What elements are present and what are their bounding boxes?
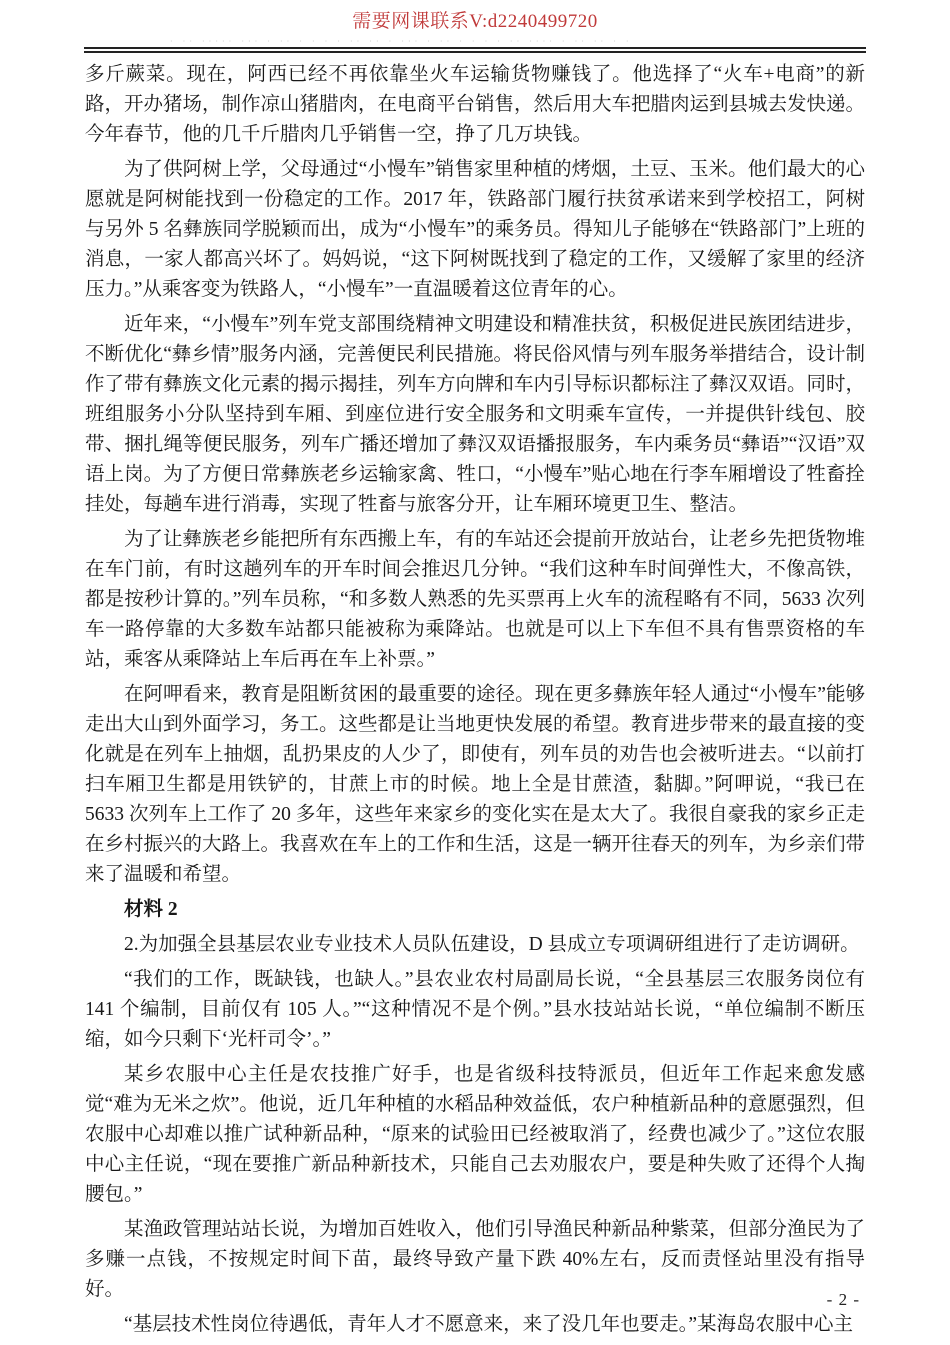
document-body [85, 60, 865, 1345]
page-number: - 2 - [826, 1290, 860, 1309]
paragraph-train-party-branch: 近年来，“小慢车”列车党支部围绕精神文明建设和精准扶贫，积极促进民族团结进步，不断优化“彝乡情”服务内涵，完善便民利民措施。将民俗风情与列车服务举措结合，设计制作了带有彝族文化元素的揭示揭挂，列车方向牌和车内引导标识都标注了彝汉双语。同时，班组服务小分队坚持到车厢、到座位进行安全服务和文明乘车宣传，一并提供针线包、胶带、捆扎绳等便民服务，列车广播还增加了彝汉双语播报服务，车内乘务员“彝语”“汉语”双语上岗。为了方便日常彝族老乡运输家禽、牲口，“小慢车”贴心地在行李车厢增设了牲畜拴挂处，每趟车进行消毒，实现了牲畜与旅客分开，让车厢环境更卫生、整洁。 [85, 314, 866, 515]
paragraph-station-platform: 为了让彝族老乡能把所有东西搬上车，有的车站还会提前开放站台，让老乡先把货物堆在车门前，有时这趟列车的开车时间会推迟几分钟。“我们这种车时间弹性大，不像高铁，都是按秒计算的。”列车员称，“和多数人熟悉的先买票再上火车的流程略有不同，5633 次列车一路停靠的大多数车站都只能被称为乘降站。也就是可以上下车但不具有售票资格的车站，乘客从乘降站上车后再在车上补票。” [85, 529, 866, 670]
paragraph-fishery-station: 某渔政管理站站长说，为增加百姓收入，他们引导渔民种新品种紫菜，但部分渔民为了多赚一点钱，不按规定时间下苗，最终导致产量下跌 40%左右，反而责怪站里没有指导好。 [85, 1219, 866, 1300]
paragraph-agya-education: 在阿呷看来，教育是阻断贫困的最重要的途径。现在更多彝族年轻人通过“小慢车”能够走出大山到外面学习，务工。这些都是让当地更快发展的希望。教育进步带来的最直接的变化就是在列车上抽烟，乱扔果皮的人少了，即使有，列车员的劝告也会被听进去。“以前打扫车厢卫生都是用铁铲的，甘蔗上市的时候。地上全是甘蔗渣，黏脚。”阿呷说，“我已在 5633 次列车上工作了 20 多年，这些年来家乡的变化实在是太大了。我很自豪我的家乡正走在乡村振兴的大路上。我喜欢在车上的工作和生活，这是一辆开往春天的列车，为乡亲们带来了温暖和希望。 [85, 684, 866, 885]
paragraph-island-center: “基层技术性岗位待遇低，青年人才不愿意来，来了没几年也要走。”某海岛农服中心主 [124, 1314, 854, 1335]
paragraph-bureau-quote: “我们的工作，既缺钱，也缺人。”县农业农村局副局长说，“全县基层三农服务岗位有 141 个编制，目前仅有 105 人。”“这种情况不是个例。”县水技站站长说，“单位编制不断压缩，如今只剩下‘光杆司令’。” [85, 969, 865, 1050]
paragraph-survey-intro: 2.为加强全县基层农业专业技术人员队伍建设，D 县成立专项调研组进行了走访调研。 [124, 934, 860, 955]
header-faint-text: · ·· ····· ··· · ·· · · · · ·· ·· · ··· · ·· · · · · ·· ···· · ·· ·· · · [170, 37, 633, 46]
paragraph-atree-school: 为了供阿树上学，父母通过“小慢车”销售家里种植的烤烟，土豆、玉米。他们最大的心愿就是阿树能找到一份稳定的工作。2017 年，铁路部门履行扶贫承诺来到学校招工，阿树与另外 5 名彝族同学脱颖而出，成为“小慢车”的乘务员。得知儿子能够在“铁路部门”上班的消息，一家人都高兴坏了。妈妈说，“这下阿树既找到了稳定的工作，又缓解了家里的经济压力。”从乘客变为铁路人，“小慢车”一直温暖着这位青年的心。 [85, 159, 865, 300]
promo-contact-text: 需要网课联系V:d2240499720 [352, 11, 598, 32]
header-double-rule [84, 47, 866, 53]
paragraph-agri-center-director: 某乡农服中心主任是农技推广好手，也是省级科技特派员，但近年工作起来愈发感觉“难为无米之炊”。他说，近几年种植的水稻品种效益低，农户种植新品种的意愿强烈，但农服中心却难以推广试种新品种，“原来的试验田已经被取消了，经费也减少了。”这位农服中心主任说，“现在要推广新品种新技术，只能自己去劝服农户，要是种失败了还得个人掏腰包。” [85, 1064, 865, 1205]
material-2-heading: 材料 2 [124, 899, 178, 920]
paragraph-continuation: 多斤蕨菜。现在，阿西已经不再依靠坐火车运输货物赚钱了。他选择了“火车+电商”的新路，开办猪场，制作凉山猪腊肉，在电商平台销售，然后用大车把腊肉运到县城去发快递。今年春节，他的几千斤腊肉几乎销售一空，挣了几万块钱。 [85, 64, 866, 145]
